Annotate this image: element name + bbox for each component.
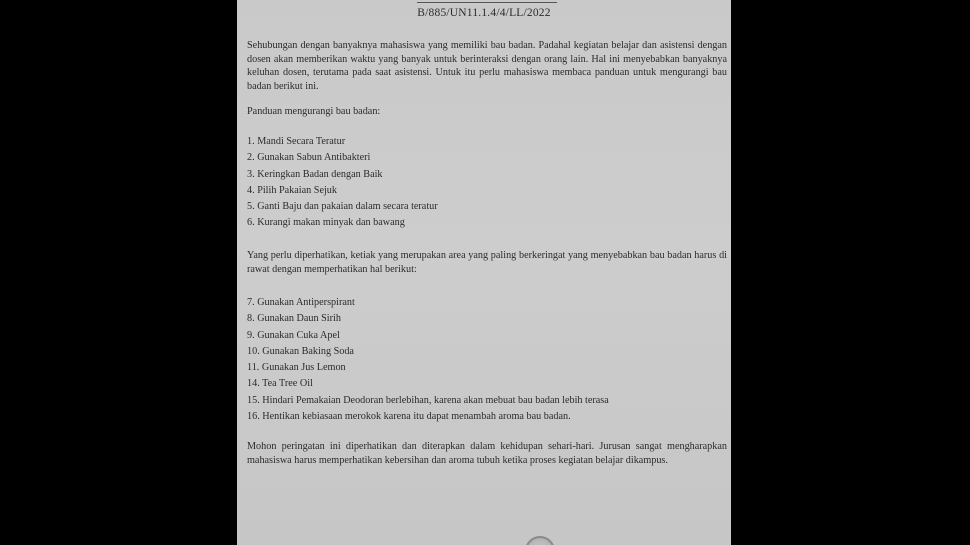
reference-number: B/885/UN11.1.4/4/LL/2022 <box>417 7 551 19</box>
armpit-paragraph: Yang perlu diperhatikan, ketiak yang merupakan area yang paling berkeringat yang menyebabkan bau badan harus di rawat dengan memperhatikan hal berikut: <box>247 250 727 275</box>
guide-list <box>247 134 438 232</box>
cropped-heading-underline <box>417 0 557 3</box>
list-item: 10. Gunakan Baking Soda <box>247 345 354 357</box>
list-item: 11. Gunakan Jus Lemon <box>247 362 346 374</box>
list-item: 15. Hindari Pemakaian Deodoran berlebihan, karena akan mebuat bau badan lebih terasa <box>247 394 609 406</box>
list-item: 2. Gunakan Sabun Antibakteri <box>247 152 371 164</box>
armpit-list <box>247 295 609 425</box>
list-item: 16. Hentikan kebiasaan merokok karena itu dapat menambah aroma bau badan. <box>247 411 571 423</box>
list-item: 9. Gunakan Cuka Apel <box>247 329 340 341</box>
list-item: 14. Tea Tree Oil <box>247 378 313 390</box>
list-item: 7. Gunakan Antiperspirant <box>247 297 355 308</box>
guide-heading: Panduan mengurangi bau badan: <box>247 106 381 117</box>
list-item: 6. Kurangi makan minyak dan bawang <box>247 217 405 229</box>
list-item: 1. Mandi Secara Teratur <box>247 136 346 147</box>
list-item: 5. Ganti Baju dan pakaian dalam secara teratur <box>247 201 438 213</box>
intro-paragraph: Sehubungan dengan banyaknya mahasiswa yang memiliki bau badan. Padahal kegiatan belajar dan asistensi dengan dosen akan memberikan waktu yang banyak untuk berinteraksi dengan orang lain. Hal ini menyebabkan banyaknya keluhan dosen, terutama pada saat asistensi. Untuk itu perlu mahasiswa membaca panduan untuk mengurangi bau badan berikut ini. <box>247 40 727 92</box>
scanned-letter <box>237 0 731 545</box>
closing-paragraph: Mohon peringatan ini diperhatikan dan diterapkan dalam kehidupan sehari-hari. Jurusan sangat mengharapkan mahasiswa harus memperhatikan kebersihan dan aroma tubuh ketika proses kegiatan belajar dikampus. <box>247 441 727 466</box>
list-item: 8. Gunakan Daun Sirih <box>247 313 341 325</box>
list-item: 4. Pilih Pakaian Sejuk <box>247 184 337 196</box>
stamp-seal <box>525 536 555 545</box>
list-item: 3. Keringkan Badan dengan Baik <box>247 168 383 180</box>
